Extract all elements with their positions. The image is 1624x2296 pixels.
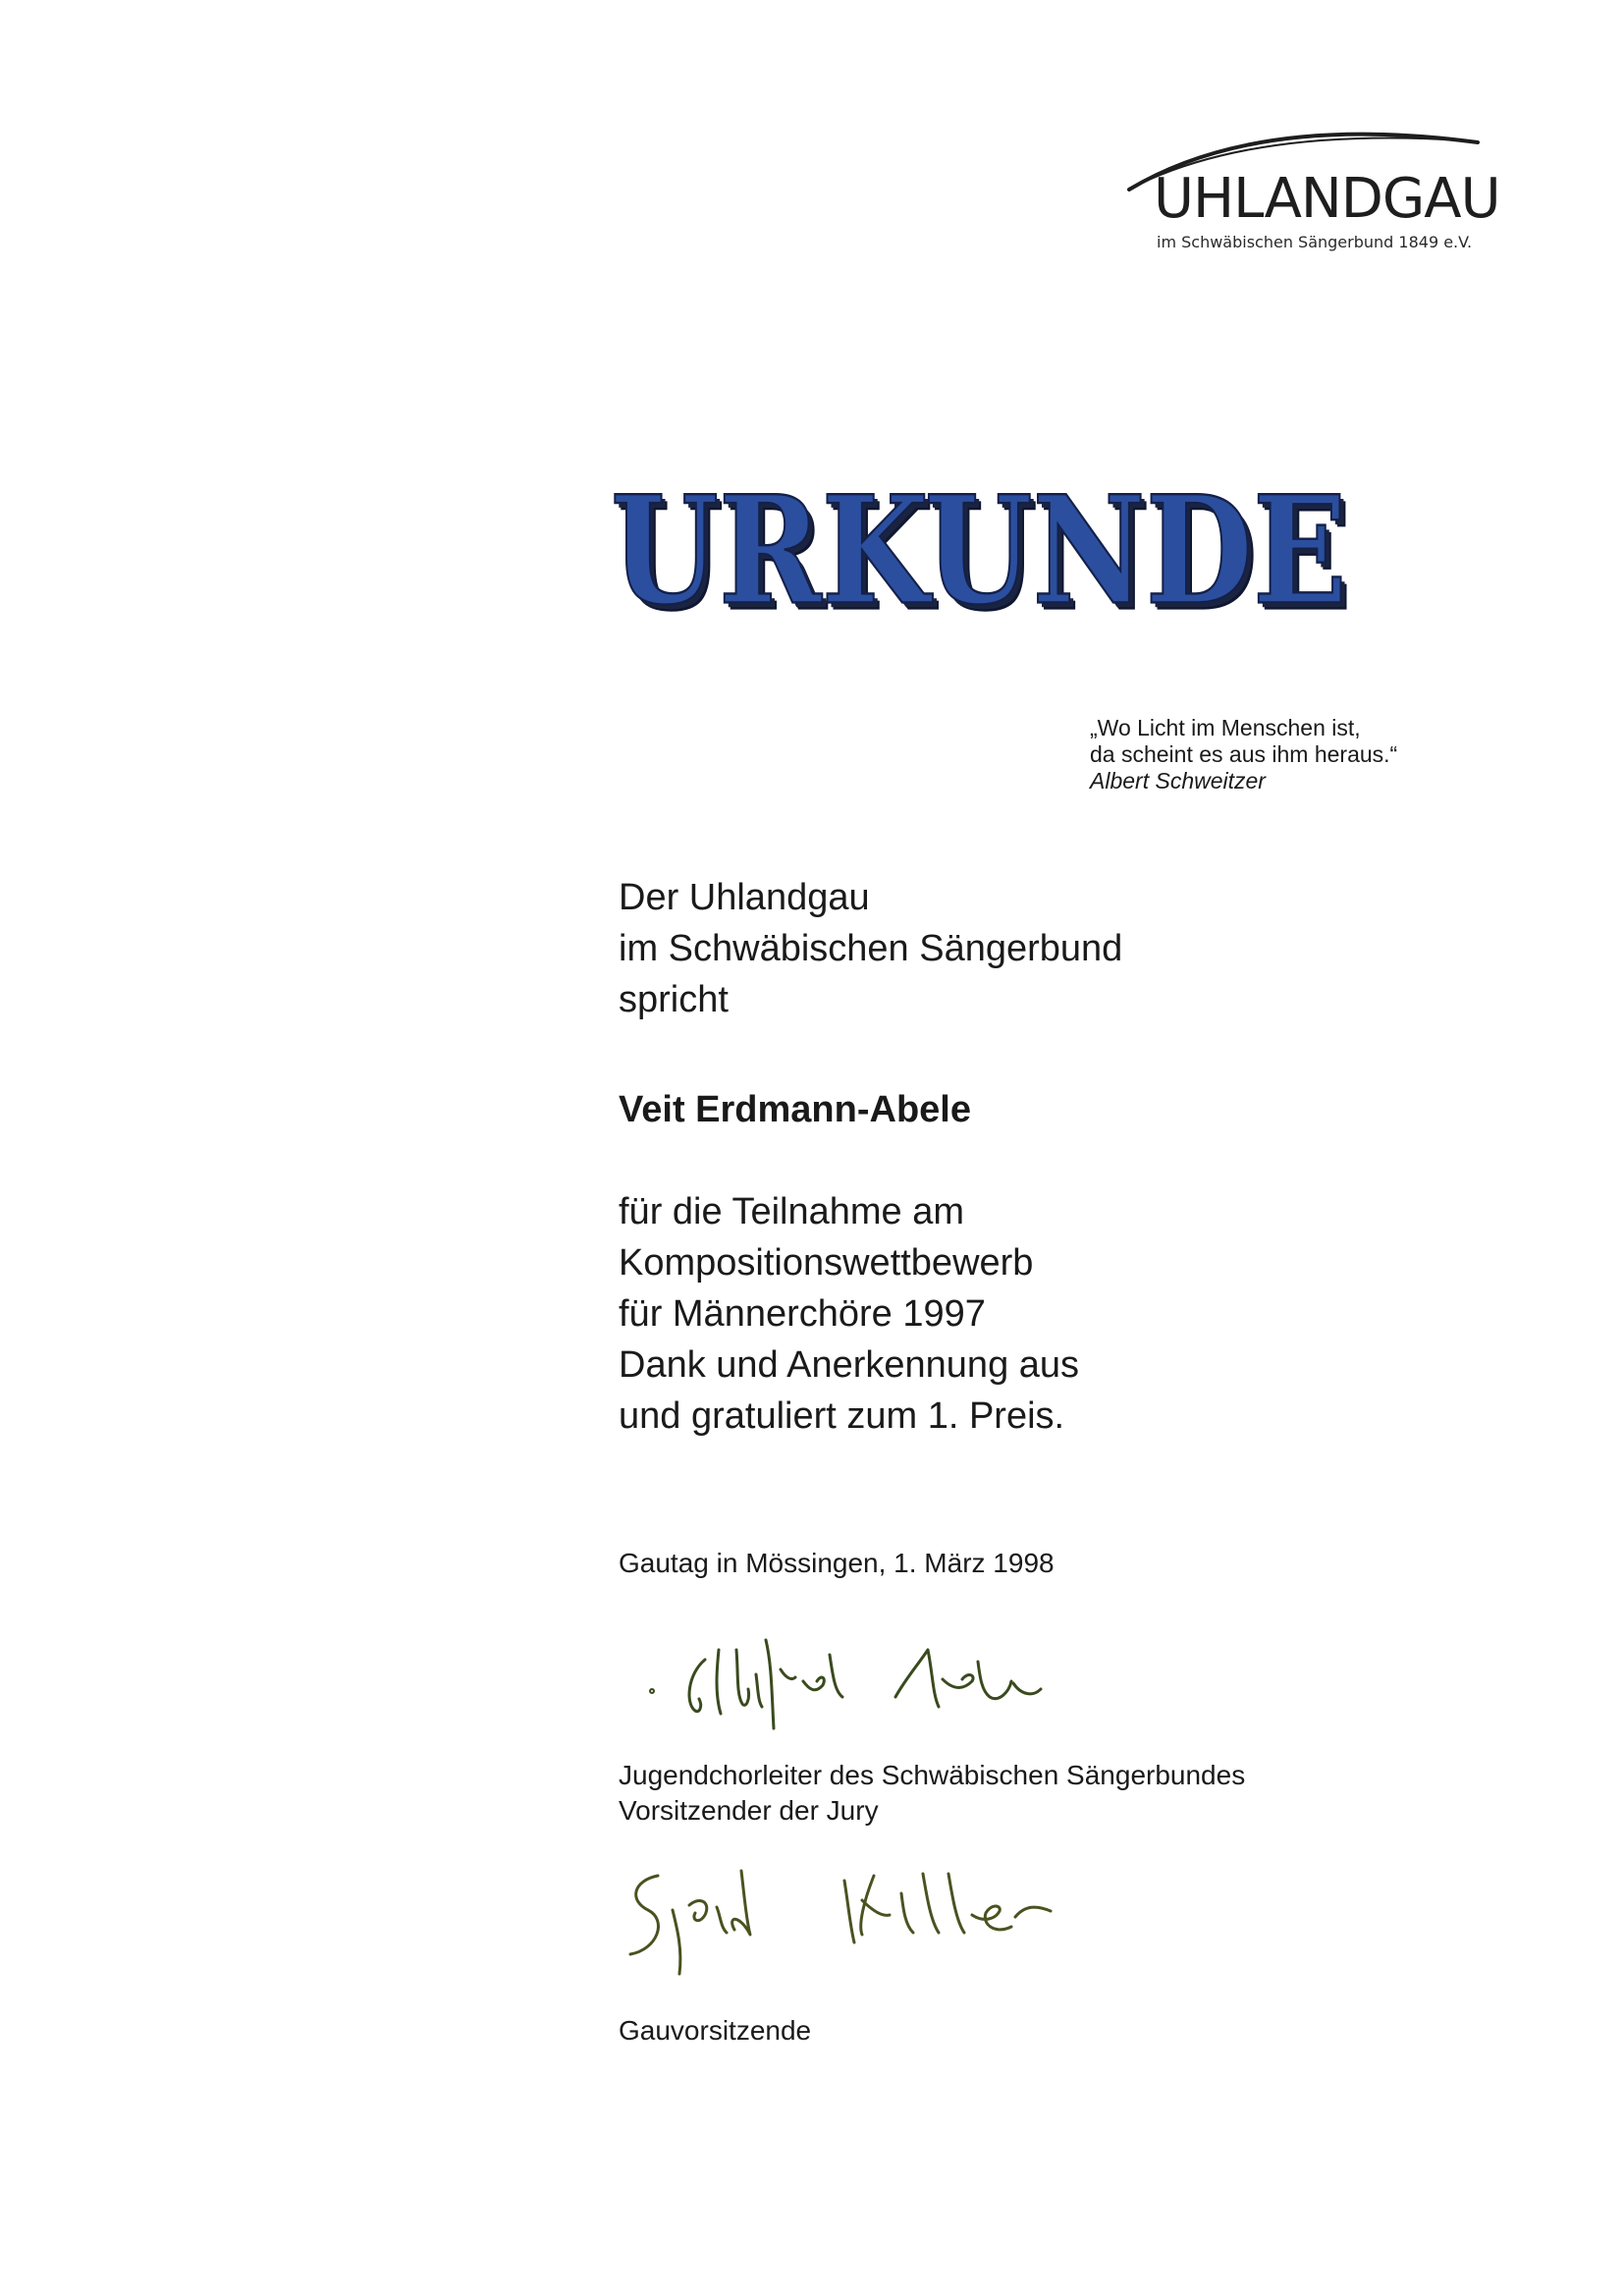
intro-line: Der Uhlandgau — [619, 877, 870, 918]
signature-2 — [619, 1856, 1080, 1984]
quote-block — [1090, 715, 1397, 794]
quote-line: „Wo Licht im Menschen ist, — [1090, 715, 1361, 740]
certificate-title: URKUNDE — [611, 463, 1347, 638]
reason-line: für Männerchöre 1997 — [619, 1293, 986, 1335]
signatory-2-roles — [619, 2013, 811, 2049]
reason-line: und gratuliert zum 1. Preis. — [619, 1395, 1065, 1437]
date-line: Gautag in Mössingen, 1. März 1998 — [619, 1548, 1055, 1578]
quote-author: Albert Schweitzer — [1090, 768, 1266, 793]
quote-line: da scheint es aus ihm heraus.“ — [1090, 741, 1398, 767]
recipient-name: Veit Erdmann-Abele — [619, 1089, 971, 1130]
uhlandgau-logo — [1110, 123, 1502, 260]
logo-subtitle: im Schwäbischen Sängerbund 1849 e.V. — [1157, 233, 1473, 251]
intro-line: im Schwäbischen Sängerbund — [619, 928, 1123, 969]
signatory-role: Vorsitzender der Jury — [619, 1795, 879, 1826]
signatory-1-roles — [619, 1758, 1245, 1829]
logo-name: UHLANDGAU — [1154, 167, 1500, 231]
signatory-role: Gauvorsitzende — [619, 2015, 812, 2046]
reason-line: Kompositionswettbewerb — [619, 1242, 1034, 1284]
reason-text — [619, 1186, 1079, 1442]
reason-line: für die Teilnahme am — [619, 1191, 965, 1232]
signatory-role: Jugendchorleiter des Schwäbischen Sängerbundes — [619, 1760, 1246, 1790]
signature-1 — [648, 1620, 1139, 1738]
intro-text — [619, 872, 1122, 1025]
reason-line: Dank und Anerkennung aus — [619, 1344, 1080, 1386]
intro-line: spricht — [619, 979, 729, 1020]
